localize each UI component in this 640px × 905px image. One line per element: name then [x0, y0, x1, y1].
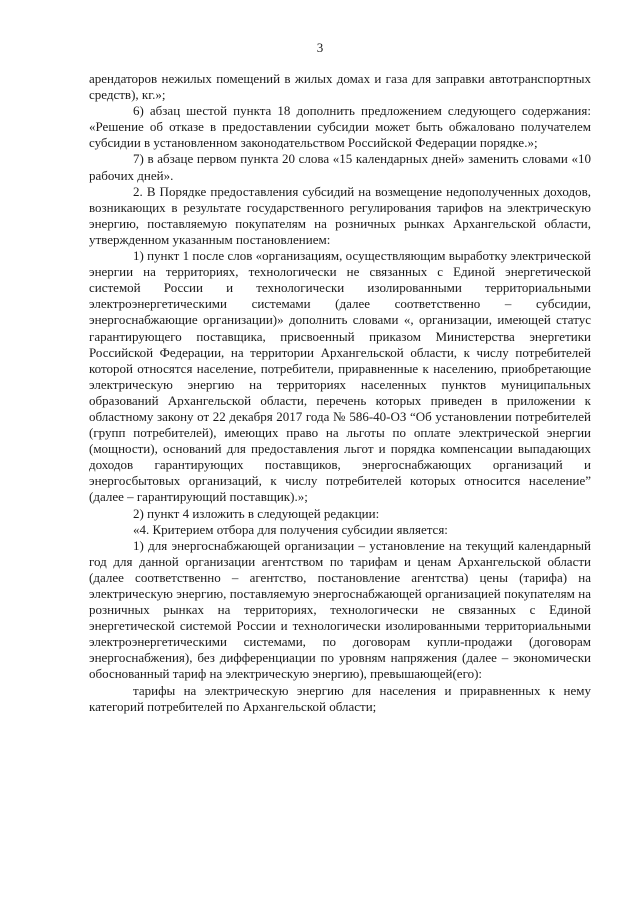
paragraph-tenants-continuation: арендаторов нежилых помещений в жилых домах и газа для заправки автотранспортных средств), кг.»;: [89, 71, 591, 103]
paragraph-criterion-4: «4. Критерием отбора для получения субсидии является:: [133, 521, 448, 537]
paragraph-section-2-item-1: 1) пункт 1 после слов «организациям, осуществляющим выработку электрической энергии на территориях, технологически не связанных с Единой энергетической системой России и технологически изолированными территориальными электроэнергетическими системами (далее соответственно – субсидии, энергоснабжающие организации)» дополнить словами «, организации, имеющей статус гарантирующего поставщика, присвоенный приказом Министерства энергетики Российской Федерации, на территории Архангельской области, к числу потребителей которой относятся население, потребители, приравненные к населению, приобретающие электрическую энергию на территориях населенных пунктов муниципальных образований Архангельской области, перечень которых приведен в приложении к областному закону от 22 декабря 2017 года № 586-40-ОЗ “Об установлении потребителей (групп потребителей), имеющих право на льготы по оплате электрической энергии (мощности), оснований для предоставления льгот и порядка компенсации выпадающих доходов гарантирующих поставщиков, энергоснабжающих организаций и энергосбытовых организаций, к числу потребителей которых относится население” (далее – гарантирующий поставщик).»;: [89, 248, 591, 505]
paragraph-section-2: 2. В Порядке предоставления субсидий на возмещение недополученных доходов, возникающих в результате государственного регулирования тарифов на электрическую энергию, поставляемую покупателям на розничных рынках Архангельской области, утвержденном указанным постановлением:: [89, 183, 591, 247]
paragraph-item-7: 7) в абзаце первом пункта 20 слова «15 календарных дней» заменить словами «10 рабочих дней».: [89, 151, 591, 183]
page-number: 3: [316, 40, 324, 55]
paragraph-section-2-item-2: 2) пункт 4 изложить в следующей редакции:: [133, 505, 380, 521]
paragraph-tariffs-population: тарифы на электрическую энергию для населения и приравненных к нему категорий потребителей по Архангельской области;: [89, 682, 591, 714]
paragraph-item-6: 6) абзац шестой пункта 18 дополнить предложением следующего содержания: «Решение об отказе в предоставлении субсидии может быть обжаловано получателем субсидии в установленном законодательством Российской Федерации порядке.»;: [89, 103, 591, 151]
paragraph-criterion-item-1: 1) для энергоснабжающей организации – установление на текущий календарный год для данной организации агентством по тарифам и ценам Архангельской области (далее соответственно – агентство, постановление агентства) цены (тарифа) на электрическую энергию, поставляемую энергоснабжающей организацией покупателям на розничных рынках на территориях, технологически не связанных с Единой энергетической системой России и технологически изолированными территориальными электроэнергетическими системами, по договорам купли-продажи (договорам энергоснабжения), без дифференциации по уровням напряжения (далее – экономически обоснованный тариф на электрическую энергию), превышающей(его):: [89, 537, 591, 682]
document-body: [89, 71, 591, 715]
